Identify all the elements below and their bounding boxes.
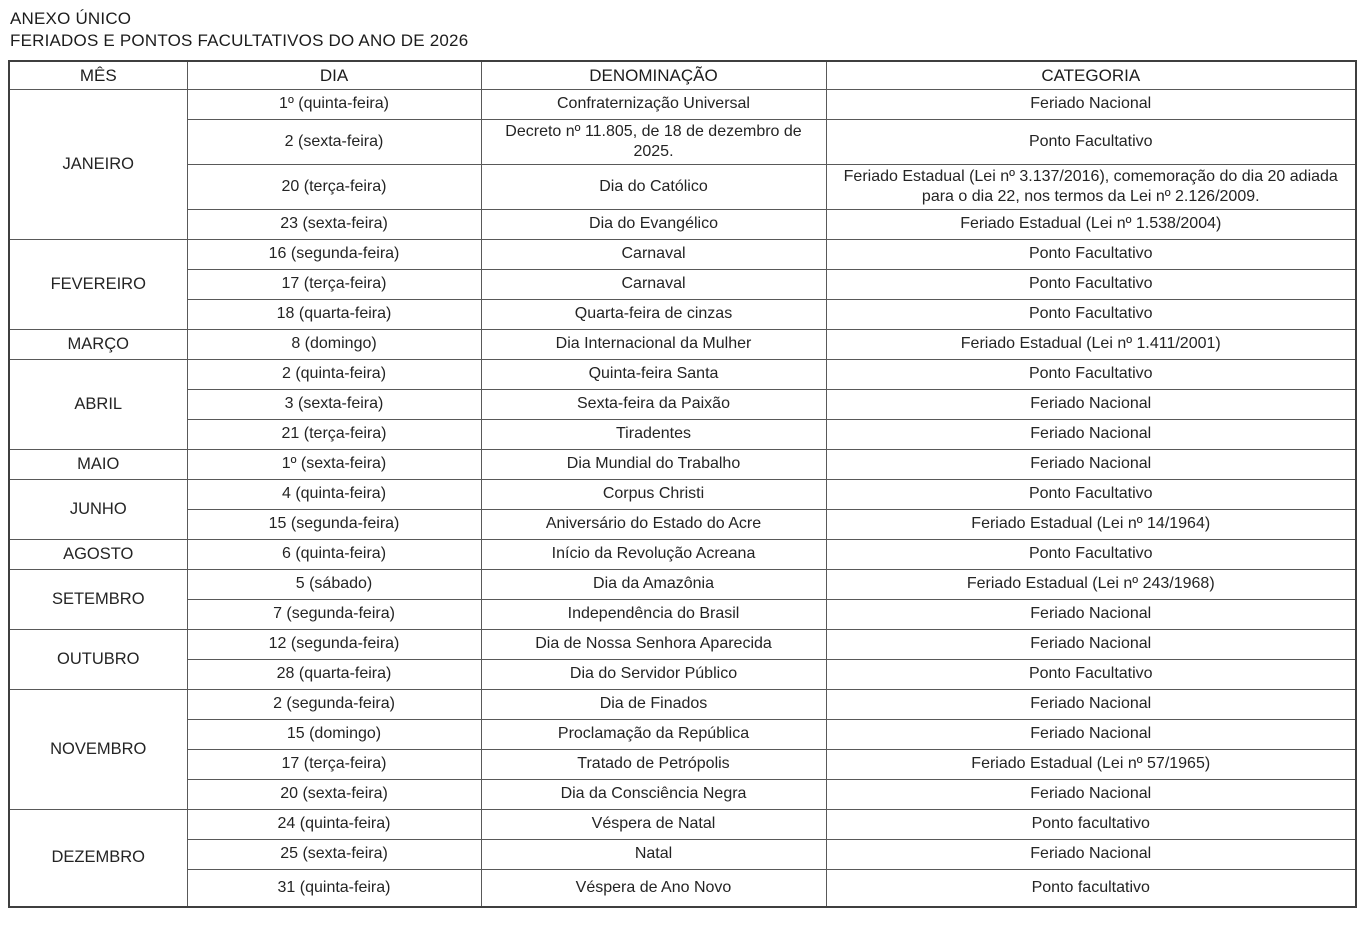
categoria-cell: Feriado Nacional: [826, 599, 1356, 629]
dia-cell: 12 (segunda-feira): [187, 629, 481, 659]
table-row: [9, 869, 1356, 907]
denominacao-cell: Carnaval: [481, 269, 826, 299]
table-row: [9, 509, 1356, 539]
denominacao-cell: Natal: [481, 839, 826, 869]
table-row: [9, 449, 1356, 479]
month-cell: MAIO: [9, 449, 187, 479]
doc-title-line2: FERIADOS E PONTOS FACULTATIVOS DO ANO DE 2026: [10, 31, 469, 50]
categoria-cell: Feriado Nacional: [826, 419, 1356, 449]
categoria-cell: Feriado Nacional: [826, 779, 1356, 809]
table-row: [9, 299, 1356, 329]
dia-cell: 1º (quinta-feira): [187, 89, 481, 119]
denominacao-cell: Quinta-feira Santa: [481, 359, 826, 389]
categoria-cell: Ponto facultativo: [826, 809, 1356, 839]
denominacao-cell: Dia Mundial do Trabalho: [481, 449, 826, 479]
month-cell: AGOSTO: [9, 539, 187, 569]
dia-cell: 2 (segunda-feira): [187, 689, 481, 719]
month-cell: FEVEREIRO: [9, 239, 187, 329]
dia-cell: 16 (segunda-feira): [187, 239, 481, 269]
dia-cell: 2 (quinta-feira): [187, 359, 481, 389]
dia-cell: 6 (quinta-feira): [187, 539, 481, 569]
categoria-cell: Feriado Estadual (Lei nº 1.538/2004): [826, 209, 1356, 239]
dia-cell: 15 (domingo): [187, 719, 481, 749]
categoria-cell: Feriado Nacional: [826, 89, 1356, 119]
denominacao-cell: Independência do Brasil: [481, 599, 826, 629]
column-header-categoria: CATEGORIA: [826, 61, 1356, 89]
denominacao-cell: Carnaval: [481, 239, 826, 269]
categoria-cell: Feriado Nacional: [826, 449, 1356, 479]
column-header-dia: DIA: [187, 61, 481, 89]
categoria-cell: Ponto facultativo: [826, 869, 1356, 907]
month-cell: OUTUBRO: [9, 629, 187, 689]
categoria-cell: Feriado Estadual (Lei nº 1.411/2001): [826, 329, 1356, 359]
dia-cell: 28 (quarta-feira): [187, 659, 481, 689]
table-row: [9, 839, 1356, 869]
month-cell: JUNHO: [9, 479, 187, 539]
doc-title-line1: ANEXO ÚNICO: [10, 9, 132, 28]
table-body: [9, 89, 1356, 907]
table-row: [9, 719, 1356, 749]
table-row: [9, 269, 1356, 299]
categoria-cell: Feriado Nacional: [826, 839, 1356, 869]
categoria-cell: Ponto Facultativo: [826, 479, 1356, 509]
categoria-cell: Feriado Estadual (Lei nº 3.137/2016), comemoração do dia 20 adiada para o dia 22, nos termos da Lei nº 2.126/2009.: [826, 164, 1356, 209]
denominacao-cell: Decreto nº 11.805, de 18 de dezembro de 2025.: [481, 119, 826, 164]
dia-cell: 8 (domingo): [187, 329, 481, 359]
denominacao-cell: Tiradentes: [481, 419, 826, 449]
categoria-cell: Feriado Nacional: [826, 689, 1356, 719]
categoria-cell: Ponto Facultativo: [826, 239, 1356, 269]
denominacao-cell: Tratado de Petrópolis: [481, 749, 826, 779]
month-cell: SETEMBRO: [9, 569, 187, 629]
dia-cell: 4 (quinta-feira): [187, 479, 481, 509]
table-row: [9, 164, 1356, 209]
table-row: [9, 539, 1356, 569]
denominacao-cell: Dia da Consciência Negra: [481, 779, 826, 809]
denominacao-cell: Dia do Servidor Público: [481, 659, 826, 689]
dia-cell: 18 (quarta-feira): [187, 299, 481, 329]
categoria-cell: Ponto Facultativo: [826, 539, 1356, 569]
denominacao-cell: Véspera de Ano Novo: [481, 869, 826, 907]
table-row: [9, 359, 1356, 389]
dia-cell: 2 (sexta-feira): [187, 119, 481, 164]
table-row: [9, 689, 1356, 719]
denominacao-cell: Confraternização Universal: [481, 89, 826, 119]
denominacao-cell: Dia de Nossa Senhora Aparecida: [481, 629, 826, 659]
dia-cell: 15 (segunda-feira): [187, 509, 481, 539]
dia-cell: 25 (sexta-feira): [187, 839, 481, 869]
month-cell: ABRIL: [9, 359, 187, 449]
denominacao-cell: Corpus Christi: [481, 479, 826, 509]
denominacao-cell: Dia da Amazônia: [481, 569, 826, 599]
denominacao-cell: Sexta-feira da Paixão: [481, 389, 826, 419]
categoria-cell: Feriado Estadual (Lei nº 243/1968): [826, 569, 1356, 599]
categoria-cell: Feriado Nacional: [826, 629, 1356, 659]
table-row: [9, 479, 1356, 509]
categoria-cell: Ponto Facultativo: [826, 659, 1356, 689]
denominacao-cell: Quarta-feira de cinzas: [481, 299, 826, 329]
denominacao-cell: Dia do Evangélico: [481, 209, 826, 239]
categoria-cell: Ponto Facultativo: [826, 299, 1356, 329]
table-row: [9, 89, 1356, 119]
column-header-denominacao: DENOMINAÇÃO: [481, 61, 826, 89]
dia-cell: 7 (segunda-feira): [187, 599, 481, 629]
dia-cell: 17 (terça-feira): [187, 269, 481, 299]
month-cell: DEZEMBRO: [9, 809, 187, 907]
denominacao-cell: Aniversário do Estado do Acre: [481, 509, 826, 539]
table-row: [9, 629, 1356, 659]
dia-cell: 20 (terça-feira): [187, 164, 481, 209]
dia-cell: 3 (sexta-feira): [187, 389, 481, 419]
denominacao-cell: Véspera de Natal: [481, 809, 826, 839]
categoria-cell: Feriado Estadual (Lei nº 57/1965): [826, 749, 1356, 779]
column-header-mes: MÊS: [9, 61, 187, 89]
categoria-cell: Ponto Facultativo: [826, 359, 1356, 389]
table-row: [9, 389, 1356, 419]
categoria-cell: Feriado Estadual (Lei nº 14/1964): [826, 509, 1356, 539]
table-row: [9, 209, 1356, 239]
denominacao-cell: Dia de Finados: [481, 689, 826, 719]
table-row: [9, 419, 1356, 449]
denominacao-cell: Proclamação da República: [481, 719, 826, 749]
month-cell: MARÇO: [9, 329, 187, 359]
table-row: [9, 809, 1356, 839]
categoria-cell: Feriado Nacional: [826, 389, 1356, 419]
month-cell: NOVEMBRO: [9, 689, 187, 809]
dia-cell: 24 (quinta-feira): [187, 809, 481, 839]
denominacao-cell: Início da Revolução Acreana: [481, 539, 826, 569]
dia-cell: 17 (terça-feira): [187, 749, 481, 779]
dia-cell: 5 (sábado): [187, 569, 481, 599]
table-row: [9, 119, 1356, 164]
dia-cell: 31 (quinta-feira): [187, 869, 481, 907]
table-row: [9, 779, 1356, 809]
categoria-cell: Ponto Facultativo: [826, 269, 1356, 299]
table-row: [9, 599, 1356, 629]
table-row: [9, 239, 1356, 269]
categoria-cell: Feriado Nacional: [826, 719, 1356, 749]
denominacao-cell: Dia do Católico: [481, 164, 826, 209]
table-row: [9, 569, 1356, 599]
categoria-cell: Ponto Facultativo: [826, 119, 1356, 164]
holidays-table: [8, 60, 1357, 908]
month-cell: JANEIRO: [9, 89, 187, 239]
denominacao-cell: Dia Internacional da Mulher: [481, 329, 826, 359]
table-row: [9, 749, 1356, 779]
header-row: [9, 61, 1356, 89]
dia-cell: 21 (terça-feira): [187, 419, 481, 449]
table-row: [9, 659, 1356, 689]
table-row: [9, 329, 1356, 359]
dia-cell: 1º (sexta-feira): [187, 449, 481, 479]
dia-cell: 23 (sexta-feira): [187, 209, 481, 239]
dia-cell: 20 (sexta-feira): [187, 779, 481, 809]
